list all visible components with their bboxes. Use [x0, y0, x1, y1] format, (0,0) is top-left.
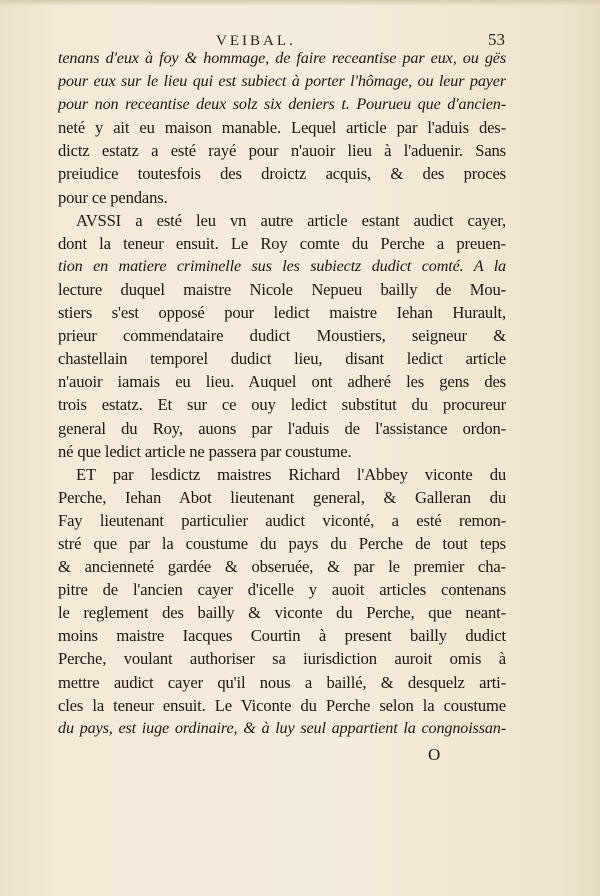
text-line: Fay lieutenant particulier audict viconté, a esté remon-	[58, 510, 506, 530]
text-line: general du Roy, auons par l'aduis de l'assistance ordon-	[58, 418, 506, 438]
text-line: pour ce pendans.	[58, 187, 168, 207]
text-line: chastellain temporel dudict lieu, disant ledict article	[58, 349, 506, 369]
text-line: trois estatz. Et sur ce ouy ledict substitut du procureur	[58, 395, 506, 415]
text-line: neté y ait eu maison manable. Lequel article par l'aduis des-	[58, 118, 506, 138]
text-line: & ancienneté gardée & obseruée, & par le premier cha-	[58, 557, 506, 577]
body-text	[58, 47, 506, 740]
text-line: pour non receantise deux solz six deniers t. Pourueu que d'ancien-	[58, 95, 506, 114]
text-line: cles la teneur ensuit. Le Viconte du Perche selon la coustume	[58, 695, 506, 715]
running-head: VEIBAL.	[216, 33, 296, 49]
text-line: lecture duquel maistre Nicole Nepueu bailly de Mou-	[58, 279, 506, 299]
text-line: ET par lesdictz maistres Richard l'Abbey viconte du	[76, 464, 506, 484]
text-line: dont la teneur ensuit. Le Roy comte du Perche a preuen-	[58, 233, 506, 253]
text-line: né que ledict article ne passera par coustume.	[58, 441, 352, 461]
text-line: dictz estatz a esté rayé pour n'auoir lieu à l'aduenir. Sans	[58, 141, 506, 161]
text-line: moins maistre Iacques Courtin à present bailly dudict	[58, 626, 506, 646]
page-number: 53	[488, 30, 505, 49]
text-line: Perche, voulant authoriser sa iurisdiction auroit omis à	[58, 649, 506, 669]
text-line: pour eux sur le lieu qui est subiect à porter l'hômage, ou leur payer	[58, 72, 506, 91]
text-line: stré que par la coustume du pays du Perche de tout teps	[58, 533, 506, 553]
text-line: le reglement des bailly & viconte du Perche, que neant-	[58, 603, 506, 623]
text-line: stiers s'est opposé pour ledict maistre Iehan Hurault,	[58, 303, 506, 323]
text-line: mettre audict cayer qu'il nous a baillé, & desquelz arti-	[58, 672, 506, 692]
catchword: O	[428, 745, 441, 764]
text-line: preiudice toutesfois des droictz acquis, & des proces	[58, 164, 506, 184]
text-line: Perche, Iehan Abot lieutenant general, & Galleran du	[58, 487, 506, 507]
page-top-edge	[0, 0, 600, 6]
text-line: AVSSI a esté leu vn autre article estant audict cayer,	[76, 210, 506, 230]
text-line: tenans d'eux à foy & hommage, de faire receantise par eux, ou gës	[58, 49, 506, 67]
text-line: prieur commendataire dudict Moustiers, seigneur &	[58, 326, 506, 346]
text-line: pitre de l'ancien cayer d'icelle y auoit articles contenans	[58, 580, 506, 600]
text-line: du pays, est iuge ordinaire, & à luy seul appartient la congnoissan-	[58, 718, 506, 737]
text-line: tion en matiere criminelle sus les subiectz dudict comté. A la	[58, 256, 506, 275]
text-line: n'auoir iamais eu lieu. Auquel ont adheré les gens des	[58, 372, 506, 392]
